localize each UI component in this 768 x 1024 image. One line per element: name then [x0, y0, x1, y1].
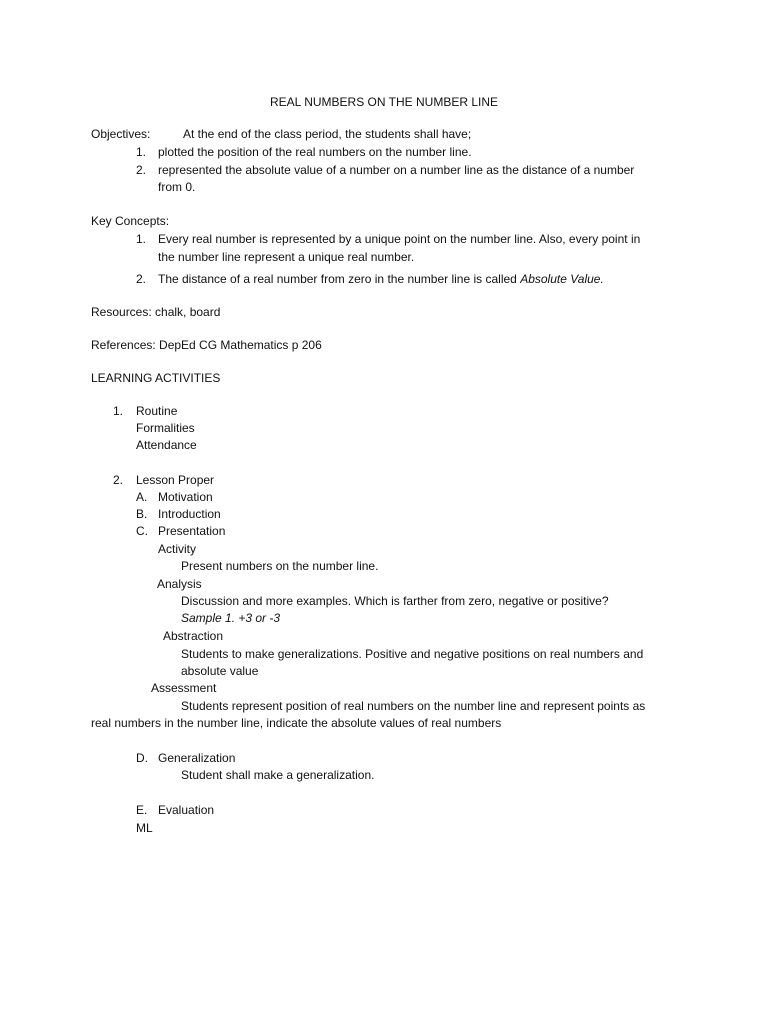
evaluation-label: Evaluation — [158, 803, 215, 817]
key-concept-2-plain: The distance of a real number from zero in the number line is called — [158, 272, 521, 286]
abstraction-detail-line-2: absolute value — [181, 664, 259, 678]
key-concepts-label: Key Concepts: — [91, 214, 170, 228]
key-concept-2-text — [158, 271, 604, 287]
objective-2-text-line-2: from 0. — [158, 180, 196, 194]
analysis-detail: Discussion and more examples. Which is farther from zero, negative or positive? — [181, 594, 609, 608]
objective-2-text-line-1: represented the absolute value of a number on a number line as the distance of a number — [158, 163, 635, 177]
assessment-label: Assessment — [151, 681, 217, 695]
objectives-label: Objectives: — [91, 127, 151, 141]
abstraction-detail-line-1: Students to make generalizations. Positive and negative positions on real numbers and — [181, 647, 644, 661]
page-title: REAL NUMBERS ON THE NUMBER LINE — [269, 95, 499, 109]
objectives-intro: At the end of the class period, the students shall have; — [183, 127, 472, 141]
lesson-proper-label: Lesson Proper — [136, 473, 215, 487]
key-concept-2-number: 2. — [136, 272, 147, 286]
motivation-letter: A. — [136, 490, 148, 504]
routine-attendance: Attendance — [136, 438, 197, 452]
routine-number: 1. — [113, 404, 124, 418]
presentation-label: Presentation — [158, 524, 226, 538]
objective-1-text: plotted the position of the real numbers on the number line. — [158, 145, 472, 159]
lesson-proper-number: 2. — [113, 473, 124, 487]
key-concept-1-number: 1. — [136, 232, 147, 246]
assessment-detail-line-2: real numbers in the number line, indicate the absolute values of real numbers — [91, 716, 502, 730]
learning-activities-heading: LEARNING ACTIVITIES — [91, 371, 221, 385]
references-line: References: DepEd CG Mathematics p 206 — [91, 338, 322, 352]
key-concept-1-text-line-2: the number line represent a unique real number. — [158, 250, 415, 264]
objective-2-number: 2. — [136, 163, 147, 177]
routine-label: Routine — [136, 404, 178, 418]
activity-detail: Present numbers on the number line. — [181, 559, 379, 573]
generalization-letter: D. — [136, 751, 148, 765]
analysis-sample: Sample 1. +3 or -3 — [181, 611, 281, 625]
abstraction-label: Abstraction — [163, 629, 224, 643]
generalization-detail: Student shall make a generalization. — [181, 768, 375, 782]
introduction-letter: B. — [136, 507, 148, 521]
routine-formalities: Formalities — [136, 421, 195, 435]
introduction-label: Introduction — [158, 507, 221, 521]
generalization-label: Generalization — [158, 751, 236, 765]
key-concept-2-emphasis: Absolute Value. — [520, 272, 604, 286]
assessment-detail-line-1: Students represent position of real numbers on the number line and represent points as — [181, 699, 646, 713]
presentation-letter: C. — [136, 524, 148, 538]
analysis-label: Analysis — [157, 577, 202, 591]
motivation-label: Motivation — [158, 490, 213, 504]
resources-line: Resources: chalk, board — [91, 305, 221, 319]
objective-1-number: 1. — [136, 145, 147, 159]
evaluation-letter: E. — [136, 803, 148, 817]
key-concept-1-text-line-1: Every real number is represented by a unique point on the number line. Also, every point in — [158, 232, 641, 246]
evaluation-detail: ML — [136, 821, 153, 835]
activity-label: Activity — [158, 542, 197, 556]
